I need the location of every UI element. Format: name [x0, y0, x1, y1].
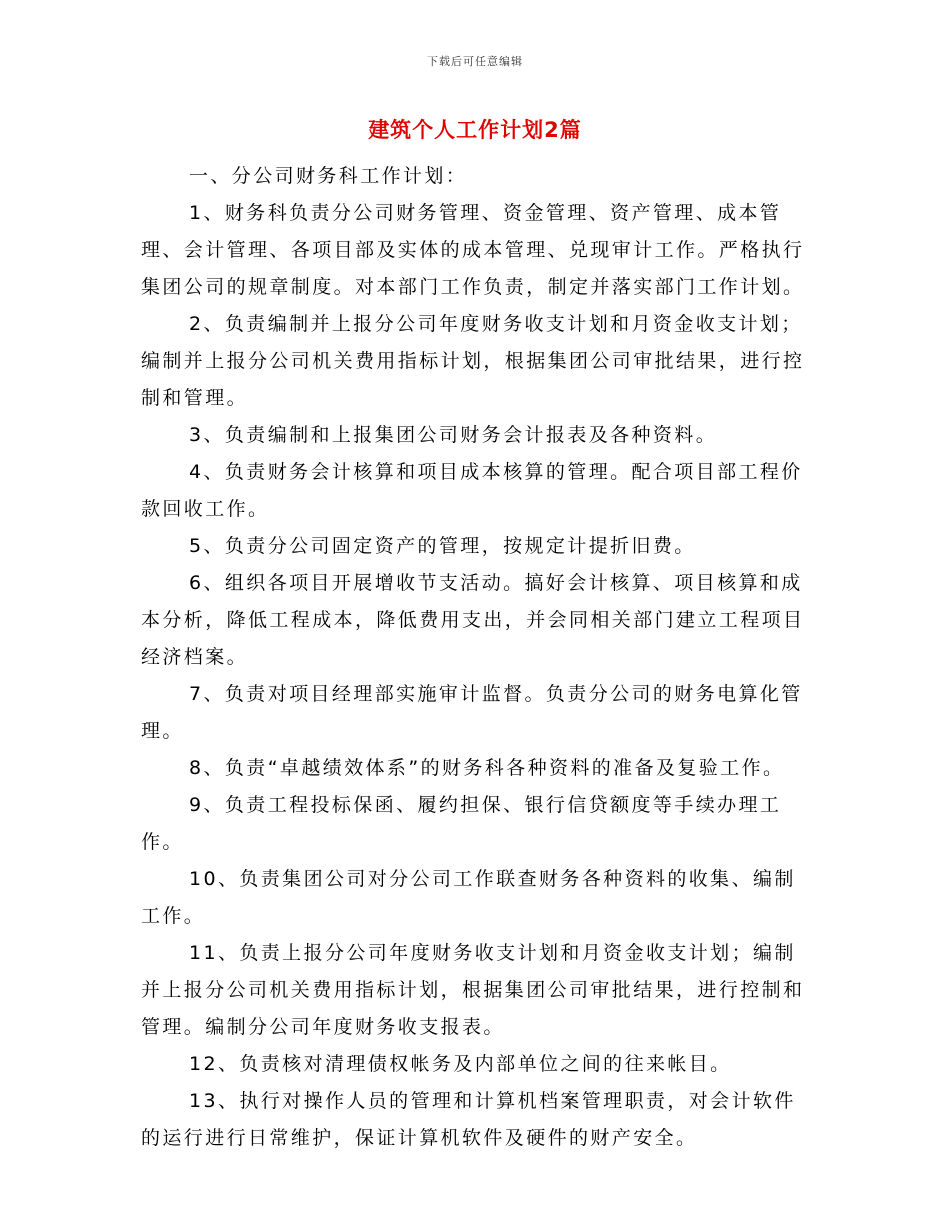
paragraph: 12、负责核对清理债权帐务及内部单位之间的往来帐目。 — [189, 1053, 732, 1075]
paragraph: 11、负责上报分公司年度财务收支计划和月资金收支计划；编制并上报分公司机关费用指标计划，根据集团公司审批结果，进行控制和管理。编制分公司年度财务收支报表。 — [141, 942, 805, 1038]
document-body — [141, 158, 813, 1157]
paragraph: 3、负责编制和上报集团公司财务会计报表及各种资料。 — [189, 424, 718, 446]
paragraph: 4、负责财务会计核算和项目成本核算的管理。配合项目部工程价款回收工作。 — [141, 461, 803, 520]
paragraph: 10、负责集团公司对分公司工作联查财务各种资料的收集、编制工作。 — [141, 868, 796, 927]
paragraph: 6、组织各项目开展增收节支活动。搞好会计核算、项目核算和成本分析，降低工程成本，降低费用支出，并会同相关部门建立工程项目经济档案。 — [141, 572, 805, 668]
paragraph: 9、负责工程投标保函、履约担保、银行信贷额度等手续办理工作。 — [141, 794, 782, 853]
document-title: 建筑个人工作计划2篇 — [368, 118, 582, 142]
paragraph: 7、负责对项目经理部实施审计监督。负责分公司的财务电算化管理。 — [141, 683, 803, 742]
paragraph: 5、负责分公司固定资产的管理，按规定计提折旧费。 — [189, 535, 696, 557]
paragraph: 8、负责“卓越绩效体系”的财务科各种资料的准备及复验工作。 — [189, 757, 785, 779]
paragraph: 2、负责编制并上报分公司年度财务收支计划和月资金收支计划；编制并上报分公司机关费用指标计划，根据集团公司审批结果，进行控制和管理。 — [141, 313, 805, 409]
paragraph: 13、执行对操作人员的管理和计算机档案管理职责，对会计软件的运行进行日常维护，保证计算机软件及硬件的财产安全。 — [141, 1090, 796, 1149]
paragraph: 1、财务科负责分公司财务管理、资金管理、资产管理、成本管理、会计管理、各项目部及实体的成本管理、兑现审计工作。严格执行集团公司的规章制度。对本部门工作负责，制定并落实部门工作计划。 — [141, 202, 805, 298]
paragraph: 一、分公司财务科工作计划： — [189, 165, 468, 187]
page-header: 下载后可任意编辑 — [427, 55, 523, 68]
